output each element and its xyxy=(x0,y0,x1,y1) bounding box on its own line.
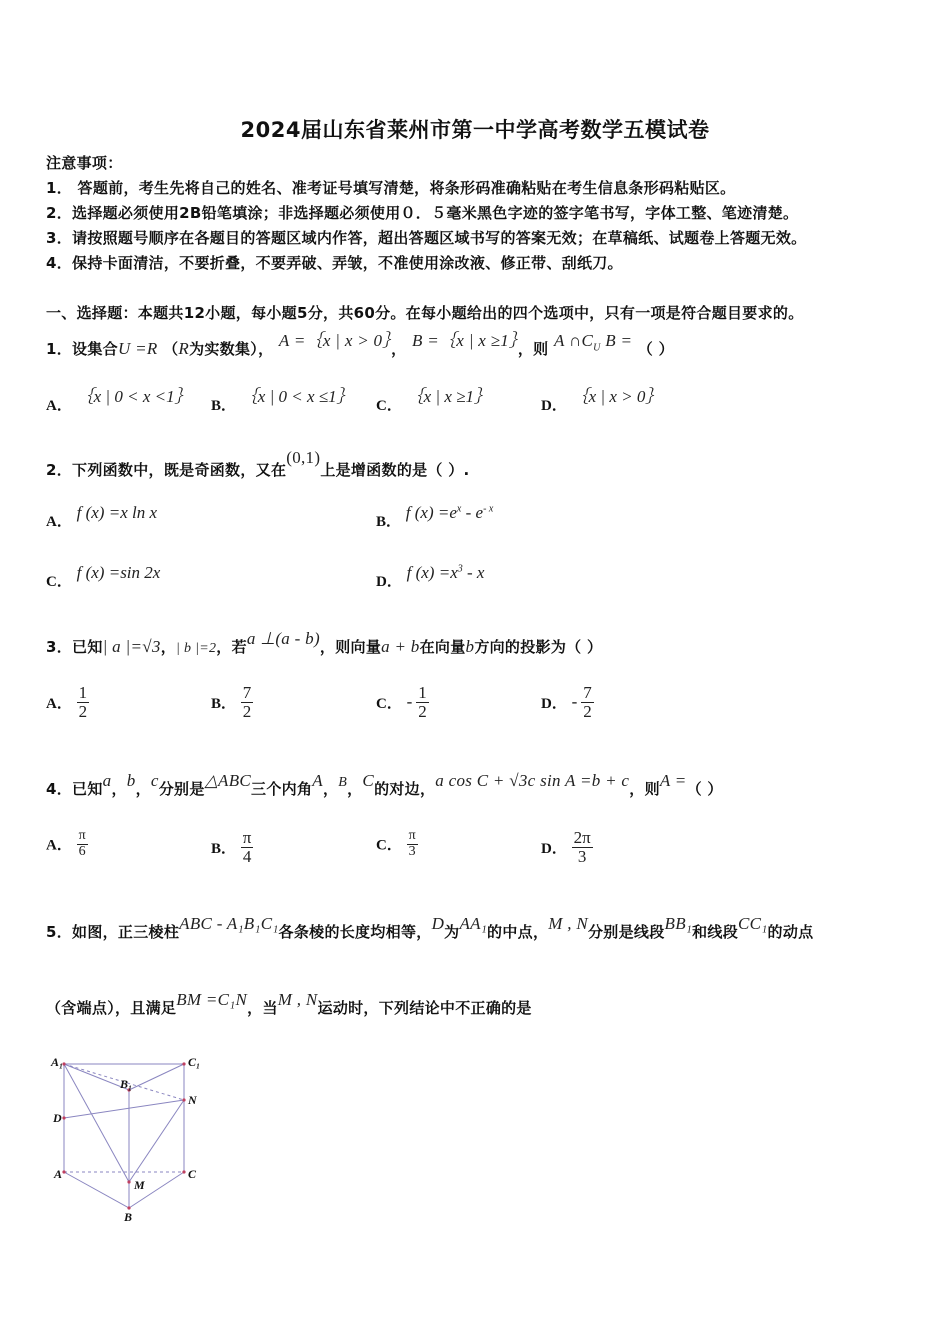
q1-math-4: B =｛x | x ≥1｝ xyxy=(412,331,518,350)
q4-math-4: △ABC xyxy=(204,771,252,790)
q2-option-d[interactable] xyxy=(376,563,485,591)
q3-text-4: ，则向量 xyxy=(319,638,382,656)
fraction-numerator: 7 xyxy=(583,683,592,702)
fraction-numerator: π xyxy=(408,828,416,843)
q1-math-3: A =｛x | x > 0｝ xyxy=(278,331,392,350)
segment-m-n xyxy=(129,1100,184,1182)
q5-text-2: 各条棱的长度均相等， xyxy=(278,923,432,941)
q5-text-5: 分别是线段 xyxy=(588,923,665,941)
label-c: C xyxy=(188,1167,197,1181)
label-m: M xyxy=(134,1178,145,1192)
q5-math-3: AA₁ xyxy=(459,914,488,933)
q5-text-6: 和线段 xyxy=(692,923,739,941)
q5-math-2: D xyxy=(431,914,445,933)
q4-text-6: ， xyxy=(322,780,339,798)
option-label: C． xyxy=(376,695,402,712)
q3-math-5: b xyxy=(465,637,475,656)
option-label: D． xyxy=(541,695,567,712)
option-math-mid: - e xyxy=(461,503,484,522)
q1-math-6: B = xyxy=(605,331,633,350)
option-label: C． xyxy=(46,574,72,590)
q5-text-3: 为 xyxy=(444,923,460,941)
fraction-denominator: 2 xyxy=(583,701,592,721)
option-math: ｛x | 0 < x ≤1｝ xyxy=(240,387,354,406)
label-n: N xyxy=(188,1093,197,1107)
option-fraction xyxy=(407,829,418,859)
q4-text-9: ，则 xyxy=(629,780,660,798)
q1-math-1: U =R xyxy=(117,339,158,358)
question-3 xyxy=(46,629,603,657)
label-b1: B₁ xyxy=(120,1077,133,1091)
q4-math-5: A xyxy=(312,771,323,790)
q2-text-2: 上是增函数的是（ ）. xyxy=(320,461,470,479)
q5-math-7: BM =C₁N xyxy=(176,990,248,1009)
fraction-numerator: 2π xyxy=(573,828,591,847)
fraction-denominator: 2 xyxy=(78,701,88,721)
option-label: A． xyxy=(46,398,72,414)
point-c xyxy=(182,1170,185,1173)
option-fraction xyxy=(241,684,254,721)
q3-option-d[interactable] xyxy=(541,684,594,721)
question-2 xyxy=(46,448,470,480)
q4-text-1: 4．已知 xyxy=(46,780,103,798)
point-c1 xyxy=(182,1062,185,1065)
option-fraction xyxy=(572,829,593,866)
label-d: D xyxy=(53,1111,62,1125)
option-math xyxy=(407,563,485,582)
q3-option-c[interactable] xyxy=(376,684,429,721)
option-math: ｛x | x ≥1｝ xyxy=(406,387,491,406)
label-b: B xyxy=(124,1210,133,1224)
option-fraction xyxy=(77,684,90,721)
option-label: B． xyxy=(211,695,237,712)
fraction-numerator: 7 xyxy=(242,683,252,702)
question-1 xyxy=(46,331,674,361)
q3-math-4: a + b xyxy=(381,637,420,656)
q3-text-5: 在向量 xyxy=(419,638,466,656)
notice-item-1: 1． 答题前，考生先将自己的姓名、准考证号填写清楚，将条形码准确粘贴在考生信息条形码粘贴区。 xyxy=(46,179,736,197)
fraction-numerator: 1 xyxy=(78,683,88,702)
fraction-numerator: 1 xyxy=(418,683,427,702)
option-fraction xyxy=(241,829,254,866)
q3-math-1: | a |=√3 xyxy=(102,637,161,656)
q5-math-5: BB₁ xyxy=(664,914,693,933)
option-label: B． xyxy=(376,514,402,530)
question-5-continued xyxy=(46,990,532,1018)
q4-math-2: b xyxy=(126,771,136,790)
option-fraction xyxy=(77,829,88,859)
option-fraction xyxy=(581,684,594,721)
q4-text-2: ， xyxy=(111,780,127,798)
option-math xyxy=(406,503,494,522)
label-c1: C₁ xyxy=(188,1055,201,1069)
q3-option-b[interactable] xyxy=(211,684,253,721)
option-math: f (x) =x ln x xyxy=(76,503,158,522)
q2-option-b[interactable] xyxy=(376,503,494,531)
q5-text-1: 5．如图，正三棱柱 xyxy=(46,923,180,941)
edge-b1-c1 xyxy=(129,1064,184,1090)
option-label: C． xyxy=(376,398,402,414)
question-4 xyxy=(46,771,723,799)
option-label: D． xyxy=(376,574,402,590)
q4-math-1: a xyxy=(102,771,112,790)
option-label: C． xyxy=(376,837,402,854)
q5-text-10: 运动时，下列结论中不正确的是 xyxy=(317,999,532,1017)
option-math-main: f (x) =x xyxy=(406,563,458,582)
q4-option-c[interactable] xyxy=(376,829,418,859)
q4-option-a[interactable] xyxy=(46,829,88,859)
notice-item-4: 4．保持卡面清洁，不要折叠，不要弄破、弄皱，不准使用涂改液、修正带、刮纸刀。 xyxy=(46,254,623,272)
question-5 xyxy=(46,914,814,942)
q5-text-4: 的中点， xyxy=(487,923,549,941)
q3-text-6: 方向的投影为（ ） xyxy=(474,638,603,656)
q1-math-5-main: A ∩C xyxy=(554,331,594,350)
fraction-numerator: π xyxy=(78,828,86,843)
q1-option-d[interactable] xyxy=(541,387,663,415)
option-math: ｛x | x > 0｝ xyxy=(571,387,663,406)
notice-item-3: 3．请按照题号顺序在各题目的答题区域内作答，超出答题区域书写的答案无效；在草稿纸、试题卷上答题无效。 xyxy=(46,229,807,247)
q1-math-5 xyxy=(554,331,633,354)
q3-math-3: a ⊥(a - b) xyxy=(246,629,320,648)
q5-math-1: ABC - A₁B₁C₁ xyxy=(179,914,279,933)
fraction-numerator: π xyxy=(242,828,252,847)
q2-option-c[interactable] xyxy=(46,563,161,591)
q4-text-4: 分别是 xyxy=(158,780,205,798)
q2-text-1: 2．下列函数中，既是奇函数，又在 xyxy=(46,461,287,479)
q4-text-7: ， xyxy=(347,780,363,798)
q4-math-3: c xyxy=(150,771,159,790)
fraction-denominator: 6 xyxy=(78,843,86,859)
q5-math-6: CC₁ xyxy=(738,914,768,933)
point-d xyxy=(62,1116,65,1119)
option-label: D． xyxy=(541,398,567,414)
label-a: A xyxy=(54,1167,63,1181)
q4-text-3: ， xyxy=(135,780,151,798)
q5-math-4: M , N xyxy=(548,914,588,933)
q4-text-5: 三个内角 xyxy=(251,780,313,798)
fraction-denominator: 3 xyxy=(577,846,587,866)
notice-item-2: 2．选择题必须使用2B铅笔填涂；非选择题必须使用０．５毫米黑色字迹的签字笔书写，字体工整、笔迹清楚。 xyxy=(46,204,799,222)
q5-text-8: （含端点），且满足 xyxy=(46,999,177,1017)
minus-sign: - xyxy=(571,692,578,712)
option-math: f (x) =sin 2x xyxy=(76,563,161,582)
q3-text-1: 3．已知 xyxy=(46,638,103,656)
q4-math-8: a cos C + √3c sin A =b + c xyxy=(435,771,630,790)
q1-text-3: 为实数集）， xyxy=(189,340,274,358)
q1-math-2: R xyxy=(178,339,190,358)
exam-title: 2024届山东省莱州市第一中学高考数学五模试卷 xyxy=(240,118,710,142)
option-math-sup: 3 xyxy=(457,563,463,575)
section-heading: 一、选择题：本题共12小题，每小题5分，共60分。在每小题给出的四个选项中，只有一项是符合题目要求的。 xyxy=(46,304,804,322)
q1-text-4: ， xyxy=(391,340,407,358)
q5-text-7: 的动点 xyxy=(767,923,814,941)
segment-d-n xyxy=(64,1100,184,1118)
fraction-denominator: 2 xyxy=(242,701,252,721)
q4-text-10: （ ） xyxy=(686,780,723,798)
q5-text-9: ，当 xyxy=(247,999,278,1017)
q1-option-a[interactable] xyxy=(46,387,192,415)
q4-text-8: 的对边， xyxy=(374,780,436,798)
q4-math-7: C xyxy=(362,771,375,790)
q1-text-1: 1．设集合 xyxy=(46,340,118,358)
q1-text-6: （ ） xyxy=(637,340,674,358)
option-fraction xyxy=(416,684,429,721)
prism-figure xyxy=(40,1048,220,1228)
q4-option-b[interactable] xyxy=(211,829,253,866)
q3-math-2: | b |=2 xyxy=(176,641,217,656)
fraction-denominator: 4 xyxy=(242,846,252,866)
fraction-denominator: 2 xyxy=(418,701,427,721)
option-label: A． xyxy=(46,514,72,530)
option-label: D． xyxy=(541,840,567,857)
option-math-main: f (x) =e xyxy=(405,503,457,522)
label-a1: A₁ xyxy=(51,1055,64,1069)
option-label: A． xyxy=(46,695,72,712)
q1-text-2: （ xyxy=(163,340,179,358)
q4-math-9: A = xyxy=(659,771,687,790)
option-math-sup: x xyxy=(456,503,462,515)
fraction-denominator: 3 xyxy=(408,843,416,859)
q4-math-6: B xyxy=(338,775,348,790)
q2-option-a[interactable] xyxy=(46,503,158,531)
option-math-sup: - x xyxy=(483,503,494,515)
q1-math-5-sub: U xyxy=(593,342,601,354)
notice-heading: 注意事项： xyxy=(46,154,123,172)
option-label: A． xyxy=(46,837,72,854)
point-m xyxy=(127,1180,130,1183)
point-a xyxy=(62,1170,65,1173)
q5-math-8: M , N xyxy=(277,990,318,1009)
option-math: ｛x | 0 < x <1｝ xyxy=(76,387,192,406)
q3-text-2: ， xyxy=(160,638,177,656)
edge-a-b xyxy=(64,1172,129,1208)
option-math-mid: - x xyxy=(462,563,485,582)
point-n xyxy=(182,1098,185,1101)
q1-text-5: ，则 xyxy=(517,340,549,358)
q3-option-a[interactable] xyxy=(46,684,89,721)
q1-option-b[interactable] xyxy=(211,387,354,415)
q4-option-d[interactable] xyxy=(541,829,593,866)
option-label: B． xyxy=(211,398,237,414)
q1-option-c[interactable] xyxy=(376,387,491,415)
option-label: B． xyxy=(211,840,237,857)
minus-sign: - xyxy=(406,692,413,712)
q3-text-3: ，若 xyxy=(216,638,247,656)
q2-math-1: (0,1) xyxy=(286,448,321,467)
